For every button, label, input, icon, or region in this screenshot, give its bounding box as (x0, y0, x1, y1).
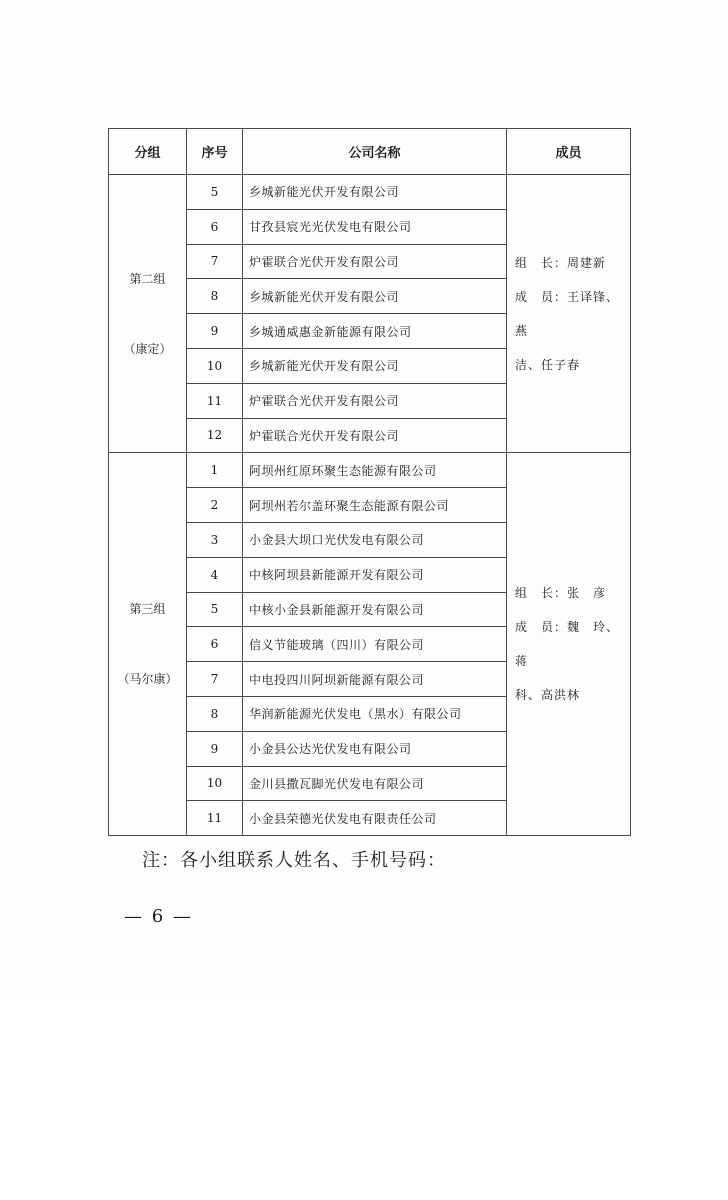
header-number: 序号 (187, 129, 243, 175)
table-body (109, 175, 631, 836)
row-number: 7 (187, 662, 243, 697)
company-name: 乡城新能光伏开发有限公司 (243, 279, 507, 314)
group-table (108, 128, 631, 836)
company-name: 小金县公达光伏发电有限公司 (243, 731, 507, 766)
group-location: （马尔康） (117, 672, 178, 687)
row-number: 7 (187, 244, 243, 279)
company-name: 乡城新能光伏开发有限公司 (243, 348, 507, 383)
company-name: 乡城通威惠金新能源有限公司 (243, 314, 507, 349)
company-name: 中核小金县新能源开发有限公司 (243, 592, 507, 627)
member-line: 组 长：张 彦 (515, 586, 607, 601)
group-cell (109, 175, 187, 453)
table-header-row (109, 129, 631, 175)
member-line: 成 员：魏 玲、蒋 (515, 620, 620, 669)
row-number: 5 (187, 592, 243, 627)
group-name: 第三组 (129, 602, 166, 617)
row-number: 9 (187, 731, 243, 766)
row-number: 8 (187, 696, 243, 731)
row-number: 6 (187, 209, 243, 244)
header-company: 公司名称 (243, 129, 507, 175)
company-name: 甘孜县宸光光伏发电有限公司 (243, 209, 507, 244)
company-name: 炉霍联合光伏开发有限公司 (243, 244, 507, 279)
row-number: 11 (187, 801, 243, 836)
row-number: 6 (187, 627, 243, 662)
page-number: — 6 — (124, 906, 193, 927)
row-number: 5 (187, 175, 243, 210)
row-number: 10 (187, 348, 243, 383)
members-cell (507, 175, 631, 453)
row-number: 9 (187, 314, 243, 349)
contact-note: 注：各小组联系人姓名、手机号码： (142, 850, 446, 871)
row-number: 11 (187, 383, 243, 418)
row-number: 12 (187, 418, 243, 453)
company-name: 炉霍联合光伏开发有限公司 (243, 383, 507, 418)
member-line: 洁、任子春 (515, 357, 581, 372)
row-number: 2 (187, 488, 243, 523)
member-line: 组 长：周建新 (515, 255, 607, 270)
company-name: 华润新能源光伏发电（黑水）有限公司 (243, 696, 507, 731)
row-number: 1 (187, 453, 243, 488)
table-row (109, 175, 631, 210)
group-cell (109, 453, 187, 836)
company-name: 中核阿坝县新能源开发有限公司 (243, 557, 507, 592)
member-line: 科、高洪林 (515, 688, 581, 703)
group-location: （康定） (123, 341, 172, 356)
row-number: 4 (187, 557, 243, 592)
header-group: 分组 (109, 129, 187, 175)
row-number: 10 (187, 766, 243, 801)
company-name: 阿坝州若尔盖环聚生态能源有限公司 (243, 488, 507, 523)
group-name: 第二组 (129, 271, 166, 286)
company-name: 阿坝州红原环聚生态能源有限公司 (243, 453, 507, 488)
company-name: 乡城新能光伏开发有限公司 (243, 175, 507, 210)
company-name: 中电投四川阿坝新能源有限公司 (243, 662, 507, 697)
row-number: 3 (187, 522, 243, 557)
company-name: 信义节能玻璃（四川）有限公司 (243, 627, 507, 662)
header-members: 成员 (507, 129, 631, 175)
company-name: 小金县荣德光伏发电有限责任公司 (243, 801, 507, 836)
company-name: 金川县撒瓦脚光伏发电有限公司 (243, 766, 507, 801)
member-line: 成 员：王译锋、燕 (515, 289, 620, 338)
company-name: 小金县大坝口光伏发电有限公司 (243, 522, 507, 557)
row-number: 8 (187, 279, 243, 314)
members-cell (507, 453, 631, 836)
company-name: 炉霍联合光伏开发有限公司 (243, 418, 507, 453)
table-row (109, 453, 631, 488)
